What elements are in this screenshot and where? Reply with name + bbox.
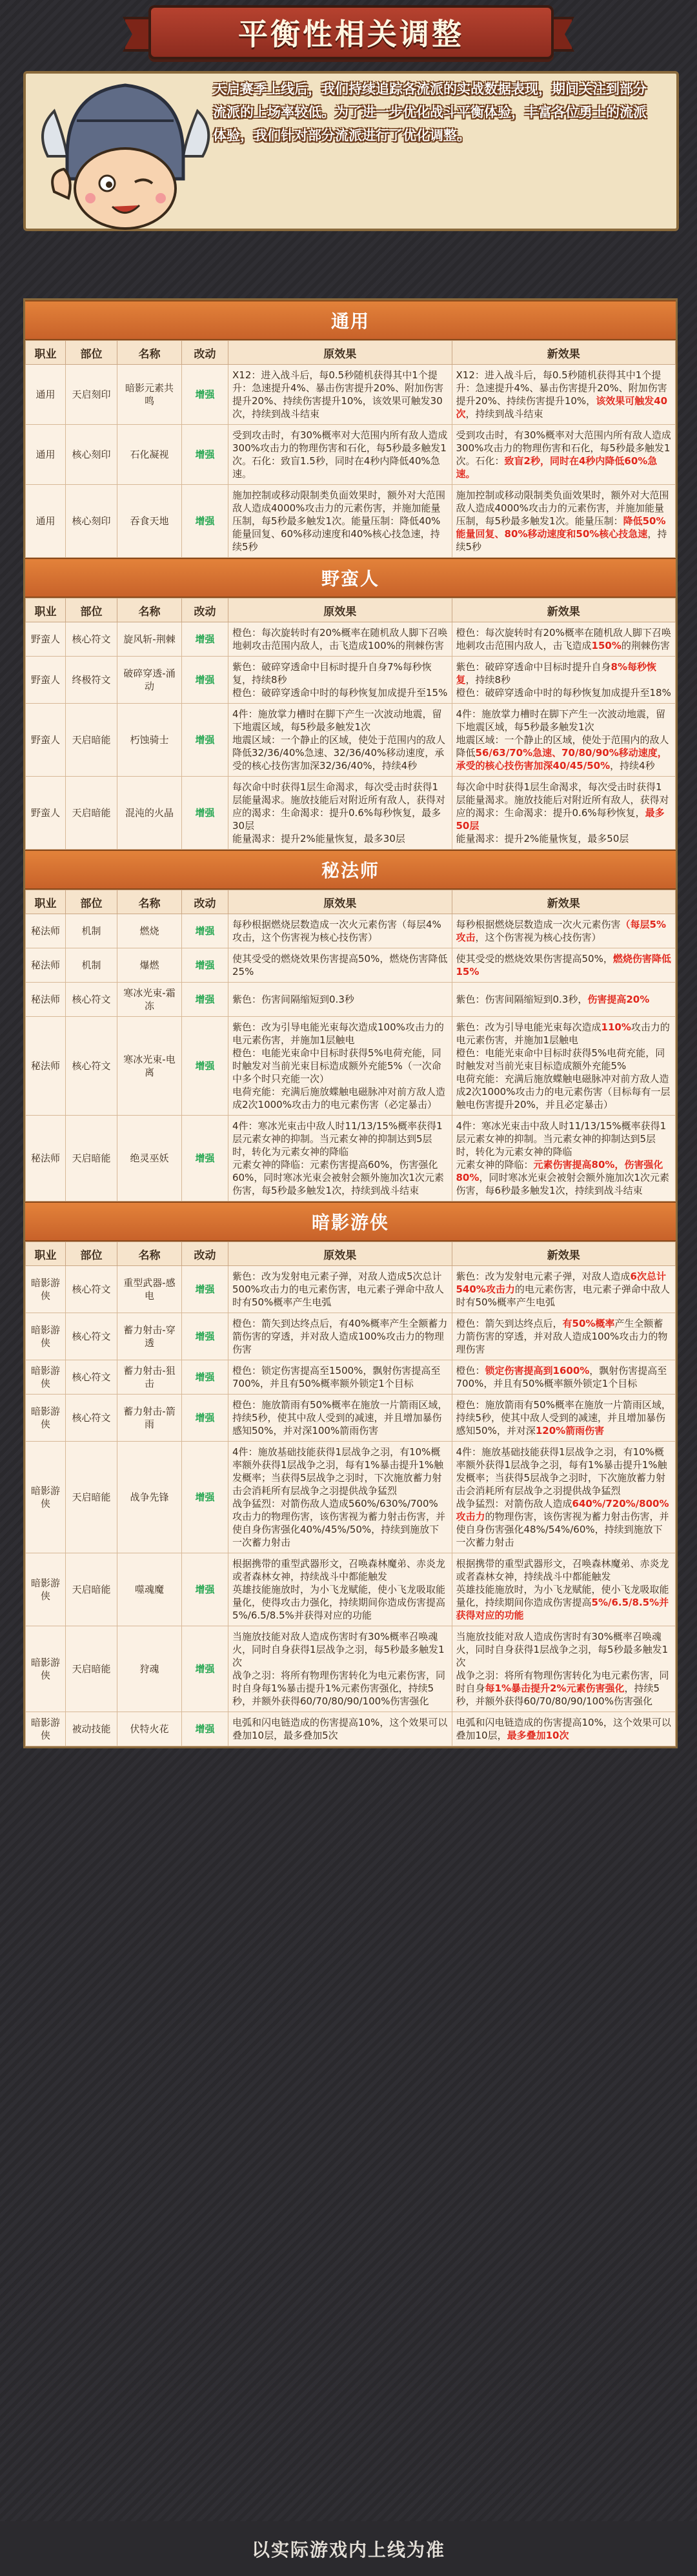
cell-name: 重型武器-感电 [117, 1266, 182, 1313]
section-table [25, 598, 676, 850]
new-effect-text: 的物理伤害，该伤害视为蓄力射击伤害，并使自身伤害强化48%/54%/60%，持续到施放下一次蓄力射击 [456, 1511, 669, 1548]
cell-part: 天启暗能 [66, 1116, 117, 1201]
cell-new-effect [452, 948, 676, 983]
cell-job: 暗影游侠 [26, 1266, 66, 1313]
cell-name: 石化凝视 [117, 425, 182, 485]
cell-job: 秘法师 [26, 1017, 66, 1116]
new-effect-highlight: 110% [601, 1021, 631, 1033]
cell-job: 野蛮人 [26, 777, 66, 850]
cell-job: 暗影游侠 [26, 1626, 66, 1712]
cell-part: 终极符文 [66, 657, 117, 704]
table-row [26, 1313, 676, 1360]
cell-new-effect [452, 1442, 676, 1553]
header-change: 改动 [182, 598, 228, 622]
cell-name: 暗影元素共鸣 [117, 365, 182, 425]
cell-name: 蓄力射击-穿透 [117, 1313, 182, 1360]
new-effect-text: 4件：寒冰光束击中敌人时11/13/15%概率获得1层元素女神的抑制。当元素女神的抑制达到5层时，转化为元素女神的降临 元素女神的降临： [456, 1120, 667, 1170]
cell-name: 燃烧 [117, 914, 182, 948]
cell-old-effect: 每次命中时获得1层生命渴求，每次受击时获得1层能量渴求。施放技能后对附近所有敌人，获得对应的渴求：生命渴求：提升0.6%每秒恢复，最多30层 能量渴求：提升2%能量恢复，最多30层 [228, 777, 452, 850]
intro-text: 天启赛季上线后，我们持续追踪各流派的实战数据表现，期间关注到部分流派的上场率较低。为了进一步优化战斗平衡体验，丰富各位勇士的流派体验，我们针对部分流派进行了优化调整。 [213, 81, 647, 143]
cell-job: 秘法师 [26, 948, 66, 983]
cell-new-effect [452, 1626, 676, 1712]
cell-new-effect [452, 1266, 676, 1313]
header-new: 新效果 [452, 890, 676, 914]
cell-job: 秘法师 [26, 1116, 66, 1201]
new-effect-highlight: 元素伤害提高80%，伤害强化80% [456, 1159, 663, 1183]
cell-name: 伏特火花 [117, 1712, 182, 1746]
header-job: 职业 [26, 598, 66, 622]
cell-part: 核心符文 [66, 1017, 117, 1116]
cell-new-effect [452, 425, 676, 485]
cell-job: 通用 [26, 365, 66, 425]
cell-part: 天启刻印 [66, 365, 117, 425]
new-effect-highlight: 5%/6.5/8.5%并获得对应的功能 [456, 1597, 669, 1621]
new-effect-text: ，同时寒冰光束会被射会额外施加次1次元素伤害，每6秒最多触发1次，持续到战斗结束 [456, 1172, 669, 1196]
cell-job: 暗影游侠 [26, 1712, 66, 1746]
new-effect-highlight: 150% [591, 640, 621, 651]
balance-table-board [23, 298, 678, 1748]
cell-change: 增强 [182, 914, 228, 948]
new-effect-text: 紫色：改为引导电能光束每次造成 [456, 1021, 601, 1033]
cell-change: 增强 [182, 1553, 228, 1626]
new-effect-text: 橙色：箭矢到达终点后， [456, 1318, 563, 1329]
new-effect-highlight: 致盲2秒，同时在4秒内降低60%急速。 [456, 455, 658, 480]
cell-name: 旋风斩-荆棘 [117, 622, 182, 657]
header-row [26, 890, 676, 914]
header-change: 改动 [182, 341, 228, 365]
table-row [26, 622, 676, 657]
section-table [25, 340, 676, 558]
cell-new-effect [452, 1116, 676, 1201]
cell-new-effect [452, 622, 676, 657]
cell-job: 暗影游侠 [26, 1442, 66, 1553]
cell-old-effect: 根据携带的重型武器形文，召唤森林魔弟、赤炎龙或者森林女神，持续战斗中都能触发 英雄技能施放时，为小飞龙赋能，使小飞龙吸取能量化，使得攻击力强化，持续期间你造成伤害提高5%/6.5/8.5%并获得对应的功能 [228, 1553, 452, 1626]
section-title: 野蛮人 [25, 558, 676, 598]
cell-new-effect [452, 1395, 676, 1442]
cell-change: 增强 [182, 365, 228, 425]
cell-change: 增强 [182, 485, 228, 558]
new-effect-highlight: 锁定伤害提高到1600% [485, 1365, 590, 1376]
cell-change: 增强 [182, 1712, 228, 1746]
cell-change: 增强 [182, 1442, 228, 1553]
new-effect-highlight: 640%/720%/800%攻击力 [456, 1498, 669, 1522]
new-effect-highlight: 最多叠加10次 [507, 1730, 569, 1741]
new-effect-highlight: 8%每秒恢复 [456, 661, 656, 686]
new-effect-text: 的荆棘伤害 [621, 640, 670, 651]
new-effect-highlight: 120%箭雨伤害 [535, 1425, 605, 1436]
cell-change: 增强 [182, 425, 228, 485]
table-row [26, 485, 676, 558]
new-effect-highlight: 燃烧伤害降低15% [456, 953, 671, 977]
cell-old-effect: 4件：施放基础技能获得1层战争之羽，有10%概率额外获得1层战争之羽，每有1%暴击提升1%触发概率；当获得5层战争之羽时，下次施放蓄力射击会消耗所有层战争之羽提供战争猛烈 战争猛烈：对箭伤敌人造成560%/630%/700%攻击力的物理伤害，该伤害视为蓄力射击伤害，并使自身伤害强化40%/45%/50%，持续到施放下一次蓄力射击 [228, 1442, 452, 1553]
new-effect-text: ，持续5秒，并额外获得60/70/80/90/100%伤害强化 [456, 1682, 660, 1707]
cell-old-effect: 紫色：改为发射电元素子弹，对敌人造成5次总计500%攻击力的电元素伤害，电元素子弹命中敌人时有50%概率产生电弧 [228, 1266, 452, 1313]
knight-mascot-icon [28, 59, 222, 234]
header-name: 名称 [117, 341, 182, 365]
new-effect-text: ，持续4秒 [610, 760, 655, 772]
cell-name: 噬魂魔 [117, 1553, 182, 1626]
new-effect-highlight: 有50%概率 [562, 1318, 615, 1329]
new-effect-text: 的电元素伤害，电元素子弹命中敌人时有50%概率产生电弧 [456, 1283, 670, 1308]
section-title: 通用 [25, 300, 676, 340]
cell-old-effect: 受到攻击时，有30%概率对大范围内所有敌人造成300%攻击力的物理伤害和石化，每5秒最多触发1次。石化：致盲1.5秒，同时在4秒内降低40%急速。 [228, 425, 452, 485]
table-row [26, 777, 676, 850]
new-effect-text: 每秒根据燃烧层数造成一次火元素伤害 [456, 919, 621, 930]
page-title: 平衡性相关调整 [238, 17, 464, 52]
cell-new-effect [452, 1313, 676, 1360]
section-title: 暗影游侠 [25, 1201, 676, 1242]
new-effect-text: ，持续5秒 [456, 528, 667, 553]
cell-job: 通用 [26, 485, 66, 558]
table-row [26, 425, 676, 485]
cell-old-effect: 每秒根据燃烧层数造成一次火元素伤害（每层4%攻击，这个伤害视为核心技伤害） [228, 914, 452, 948]
new-effect-text: 当施放技能对敌人造成伤害时有30%概率召唤魂火，同时自身获得1层战争之羽，每5秒最多触发1次 战争之羽：将所有物理伤害转化为电元素伤害，同时自身 [456, 1631, 669, 1694]
cell-new-effect [452, 365, 676, 425]
new-effect-text: 根据携带的重型武器形文，召唤森林魔弟、赤炎龙或者森林女神，持续战斗中都能触发 英雄技能施放时，为小飞龙赋能，使小飞龙吸取能量化，持续期间你造成伤害提高 [456, 1558, 669, 1608]
cell-name: 寒冰光束-电离 [117, 1017, 182, 1116]
new-effect-text: 电弧和闪电链造成的伤害提高10%，这个效果可以叠加10层， [456, 1717, 671, 1741]
new-effect-highlight: 降低50%能量回复、80%移动速度和50%核心技急速 [456, 515, 666, 540]
cell-part: 核心符文 [66, 1395, 117, 1442]
new-effect-text: 受到攻击时，有30%概率对大范围内所有敌人造成300%攻击力的物理伤害和石化，每5秒最多触发1次。石化： [456, 429, 671, 467]
header-old: 原效果 [228, 890, 452, 914]
cell-part: 核心符文 [66, 622, 117, 657]
table-row [26, 1360, 676, 1395]
cell-new-effect [452, 1712, 676, 1746]
header-change: 改动 [182, 890, 228, 914]
cell-old-effect: 施加控制或移动限制类负面效果时，额外对大范围敌人造成4000%攻击力的元素伤害，并施加能量压制，每5秒最多触发1次。能量压制：降低40%能量回复、60%移动速度和40%核心技急速，持续5秒 [228, 485, 452, 558]
cell-name: 绝灵巫妖 [117, 1116, 182, 1201]
cell-change: 增强 [182, 657, 228, 704]
new-effect-text: 4件：施放掌力槽时在脚下产生一次波动地震，留下地震区域，每5秒最多触发1次 地震区域：一个静止的区域，使处于范围内的敌人降低 [456, 708, 669, 759]
header-change: 改动 [182, 1242, 228, 1266]
new-effect-text: X12：进入战斗后，每0.5秒随机获得其中1个提升：急速提升4%、暴击伤害提升20%、附加伤害提升20%、持续伤害提升10%， [456, 369, 667, 407]
header-row [26, 598, 676, 622]
cell-old-effect: 橙色：锁定伤害提高至1500%，飘射伤害提高至700%，并且有50%概率额外锁定1个目标 [228, 1360, 452, 1395]
header-old: 原效果 [228, 598, 452, 622]
cell-part: 核心符文 [66, 1360, 117, 1395]
header-old: 原效果 [228, 341, 452, 365]
new-effect-text: ，飘射伤害提高至700%，并且有50%概率额外锁定1个目标 [456, 1365, 667, 1389]
new-effect-highlight: 伤害提高20% [587, 994, 650, 1005]
cell-name: 吞食天地 [117, 485, 182, 558]
cell-part: 被动技能 [66, 1712, 117, 1746]
footer-note: 以实际游戏内上线为准 [0, 2521, 697, 2576]
table-row [26, 1442, 676, 1553]
new-effect-highlight: 6次总计540%攻击力 [456, 1271, 666, 1295]
cell-new-effect [452, 983, 676, 1017]
new-effect-text: 橙色：施放箭雨有50%概率在施放一片箭雨区域，持续5秒，使其中敌人受到的减速，并且增加暴伤感知50%，并对深 [456, 1399, 671, 1436]
cell-old-effect: 当施放技能对敌人造成伤害时有30%概率召唤魂火，同时自身获得1层战争之羽，每5秒最多触发1次 战争之羽：将所有物理伤害转化为电元素伤害，同时自身每1%暴击提升1%元素伤害强化，持续5秒，并额外获得60/70/80/90/100%伤害强化 [228, 1626, 452, 1712]
new-effect-text: 4件：施放基础技能获得1层战争之羽，有10%概率额外获得1层战争之羽，每有1%暴击提升1%触发概率；当获得5层战争之羽时，下次施放蓄力射击会消耗所有层战争之羽提供战争猛烈 战争猛烈：对箭伤敌人造成 [456, 1446, 667, 1509]
new-effect-highlight: 每1%暴击提升2%元素伤害强化 [485, 1682, 625, 1694]
cell-job: 暗影游侠 [26, 1553, 66, 1626]
cell-change: 增强 [182, 1395, 228, 1442]
new-effect-text: ，这个伤害视为核心技伤害） [475, 932, 601, 943]
new-effect-text: 攻击力的电元素伤害，并施加1层触电 橙色：电能光束命中目标时获得5%电荷充能，同时触发对当前光束目标造成额外充能5% 电荷充能：充满后施放蝶触电磁脉冲对前方敌人造成2次1000%攻击力的电元素伤害（目标每有一层触电伤害提升20%，并且必定暴击） [456, 1021, 671, 1110]
cell-new-effect [452, 1017, 676, 1116]
header-part: 部位 [66, 1242, 117, 1266]
table-row [26, 1626, 676, 1712]
table-row [26, 914, 676, 948]
table-row [26, 1712, 676, 1746]
header-job: 职业 [26, 1242, 66, 1266]
table-row [26, 1017, 676, 1116]
cell-part: 核心符文 [66, 1266, 117, 1313]
cell-change: 增强 [182, 622, 228, 657]
table-row [26, 657, 676, 704]
cell-name: 破碎穿透-涌动 [117, 657, 182, 704]
cell-name: 蓄力射击-狙击 [117, 1360, 182, 1395]
section-title: 秘法师 [25, 850, 676, 890]
new-effect-highlight: 该效果可触发40次 [456, 395, 668, 420]
cell-old-effect: 紫色：破碎穿透命中目标时提升自身7%每秒恢复，持续8秒 橙色：破碎穿透命中时的每秒恢复加成提升至15% [228, 657, 452, 704]
table-row [26, 983, 676, 1017]
table-row [26, 1266, 676, 1313]
new-effect-text: 紫色：伤害间隔缩短到0.3秒， [456, 994, 588, 1005]
cell-old-effect: 使其受受的燃烧效果伤害提高50%，燃烧伤害降低25% [228, 948, 452, 983]
header-name: 名称 [117, 598, 182, 622]
cell-change: 增强 [182, 1266, 228, 1313]
cell-new-effect [452, 914, 676, 948]
cell-part: 天启暗能 [66, 1442, 117, 1553]
header-new: 新效果 [452, 1242, 676, 1266]
new-effect-text: 能量渴求：提升2%能量恢复，最多50层 [456, 833, 629, 844]
cell-change: 增强 [182, 1626, 228, 1712]
cell-name: 混沌的火晶 [117, 777, 182, 850]
new-effect-text: 产生全额蓄力箭伤害的穿透，并对敌人造成100%攻击力的物理伤害 [456, 1318, 668, 1355]
table-row [26, 948, 676, 983]
cell-part: 天启暗能 [66, 1553, 117, 1626]
cell-job: 暗影游侠 [26, 1395, 66, 1442]
header-part: 部位 [66, 598, 117, 622]
cell-old-effect: 橙色：施放箭雨有50%概率在施放一片箭雨区域，持续5秒，使其中敌人受到的减速，并且增加暴伤感知50%，并对深100%箭雨伤害 [228, 1395, 452, 1442]
cell-part: 机制 [66, 914, 117, 948]
cell-change: 增强 [182, 777, 228, 850]
new-effect-highlight: 最多50层 [456, 807, 665, 832]
header-part: 部位 [66, 341, 117, 365]
cell-new-effect [452, 704, 676, 777]
cell-change: 增强 [182, 948, 228, 983]
cell-job: 暗影游侠 [26, 1313, 66, 1360]
cell-new-effect [452, 1553, 676, 1626]
cell-name: 战争先锋 [117, 1442, 182, 1553]
table-row [26, 1395, 676, 1442]
header-name: 名称 [117, 1242, 182, 1266]
cell-part: 天启暗能 [66, 704, 117, 777]
cell-old-effect: 电弧和闪电链造成的伤害提高10%，这个效果可以叠加10层，最多叠加5次 [228, 1712, 452, 1746]
table-row [26, 704, 676, 777]
header-new: 新效果 [452, 598, 676, 622]
cell-old-effect: 4件：寒冰光束击中敌人时11/13/15%概率获得1层元素女神的抑制。当元素女神的抑制达到5层时，转化为元素女神的降临 元素女神的降临：元素伤害提高60%，伤害强化60%，同时寒冰光束会被射会额外施加次1次元素伤害，每5秒最多触发1次，持续到战斗结束 [228, 1116, 452, 1201]
section-table [25, 1242, 676, 1746]
new-effect-text: 使其受受的燃烧效果伤害提高50%， [456, 953, 613, 965]
new-effect-text: 橙色：每次旋转时有20%概率在随机敌人脚下召唤地刺攻击范围内敌人，击飞造成 [456, 627, 671, 651]
cell-name: 寒冰光束-霜冻 [117, 983, 182, 1017]
cell-old-effect: 橙色：箭矢到达终点后，有40%概率产生全额蓄力箭伤害的穿透，并对敌人造成100%攻击力的物理伤害 [228, 1313, 452, 1360]
cell-new-effect [452, 777, 676, 850]
cell-old-effect: 4件：施放掌力槽时在脚下产生一次波动地震，留下地震区域，每5秒最多触发1次 地震区域：一个静止的区域，使处于范围内的敌人降低32/36/40%急速、32/36/40%移动速度，承受的核心技伤害加深32/36/40%，持续4秒 [228, 704, 452, 777]
cell-job: 野蛮人 [26, 704, 66, 777]
banner-ribbon [148, 5, 554, 59]
table-row [26, 1116, 676, 1201]
cell-change: 增强 [182, 1017, 228, 1116]
new-effect-text: 施加控制或移动限制类负面效果时，额外对大范围敌人造成4000%攻击力的元素伤害，并施加能量压制，每5秒最多触发1次。能量压制： [456, 489, 669, 527]
cell-new-effect [452, 485, 676, 558]
header-row [26, 341, 676, 365]
cell-change: 增强 [182, 704, 228, 777]
new-effect-text: 紫色：破碎穿透命中目标时提升自身 [456, 661, 611, 673]
cell-job: 暗影游侠 [26, 1360, 66, 1395]
section-table [25, 890, 676, 1201]
cell-name: 朽蚀骑士 [117, 704, 182, 777]
header-job: 职业 [26, 341, 66, 365]
title-banner [123, 0, 574, 62]
new-effect-text: 橙色： [456, 1365, 485, 1376]
header-row [26, 1242, 676, 1266]
new-effect-text: ，持续到战斗结束 [465, 408, 543, 420]
cell-old-effect: 紫色：伤害间隔缩短到0.3秒 [228, 983, 452, 1017]
new-effect-text: 紫色：改为发射电元素子弹，对敌人造成 [456, 1271, 631, 1282]
header-old: 原效果 [228, 1242, 452, 1266]
cell-part: 机制 [66, 948, 117, 983]
new-effect-text: ，持续8秒 橙色：破碎穿透命中时的每秒恢复加成提升至18% [456, 674, 671, 699]
cell-part: 核心符文 [66, 1313, 117, 1360]
cell-name: 爆燃 [117, 948, 182, 983]
cell-part: 天启暗能 [66, 777, 117, 850]
cell-part: 核心刻印 [66, 425, 117, 485]
new-effect-highlight: （每层5%攻击 [456, 919, 666, 943]
header-new: 新效果 [452, 341, 676, 365]
header-part: 部位 [66, 890, 117, 914]
cell-change: 增强 [182, 1116, 228, 1201]
cell-job: 秘法师 [26, 914, 66, 948]
cell-job: 野蛮人 [26, 657, 66, 704]
cell-name: 蓄力射击-箭雨 [117, 1395, 182, 1442]
cell-job: 通用 [26, 425, 66, 485]
new-effect-highlight: 56/63/70%急速、70/80/90%移动速度，承受的核心技伤害加深40/45/50% [456, 747, 667, 772]
cell-change: 增强 [182, 983, 228, 1017]
cell-part: 天启暗能 [66, 1626, 117, 1712]
table-row [26, 365, 676, 425]
cell-old-effect: 橙色：每次旋转时有20%概率在随机敌人脚下召唤地刺攻击范围内敌人，击飞造成100%的荆棘伤害 [228, 622, 452, 657]
cell-job: 野蛮人 [26, 622, 66, 657]
new-effect-text: 每次命中时获得1层生命渴求，每次受击时获得1层能量渴求。施放技能后对附近所有敌人，获得对应的渴求：生命渴求：提升0.6%每秒恢复， [456, 781, 669, 819]
cell-job: 秘法师 [26, 983, 66, 1017]
cell-old-effect: X12：进入战斗后，每0.5秒随机获得其中1个提升：急速提升4%、暴击伤害提升20%、附加伤害提升20%、持续伤害提升10%，该效果可触发30次，持续到战斗结束 [228, 365, 452, 425]
cell-part: 核心符文 [66, 983, 117, 1017]
cell-new-effect [452, 657, 676, 704]
cell-part: 核心刻印 [66, 485, 117, 558]
cell-old-effect: 紫色：改为引导电能光束每次造成100%攻击力的电元素伤害，并施加1层触电 橙色：电能光束命中目标时获得5%电荷充能，同时触发对当前光束目标造成额外充能5%（一次命中多个时只充能一次） 电荷充能：充满后施放蝶触电磁脉冲对前方敌人造成2次1000%攻击力的电元素伤害（必定暴击） [228, 1017, 452, 1116]
cell-new-effect [452, 1360, 676, 1395]
table-row [26, 1553, 676, 1626]
cell-change: 增强 [182, 1313, 228, 1360]
cell-change: 增强 [182, 1360, 228, 1395]
header-name: 名称 [117, 890, 182, 914]
header-job: 职业 [26, 890, 66, 914]
cell-name: 狩魂 [117, 1626, 182, 1712]
